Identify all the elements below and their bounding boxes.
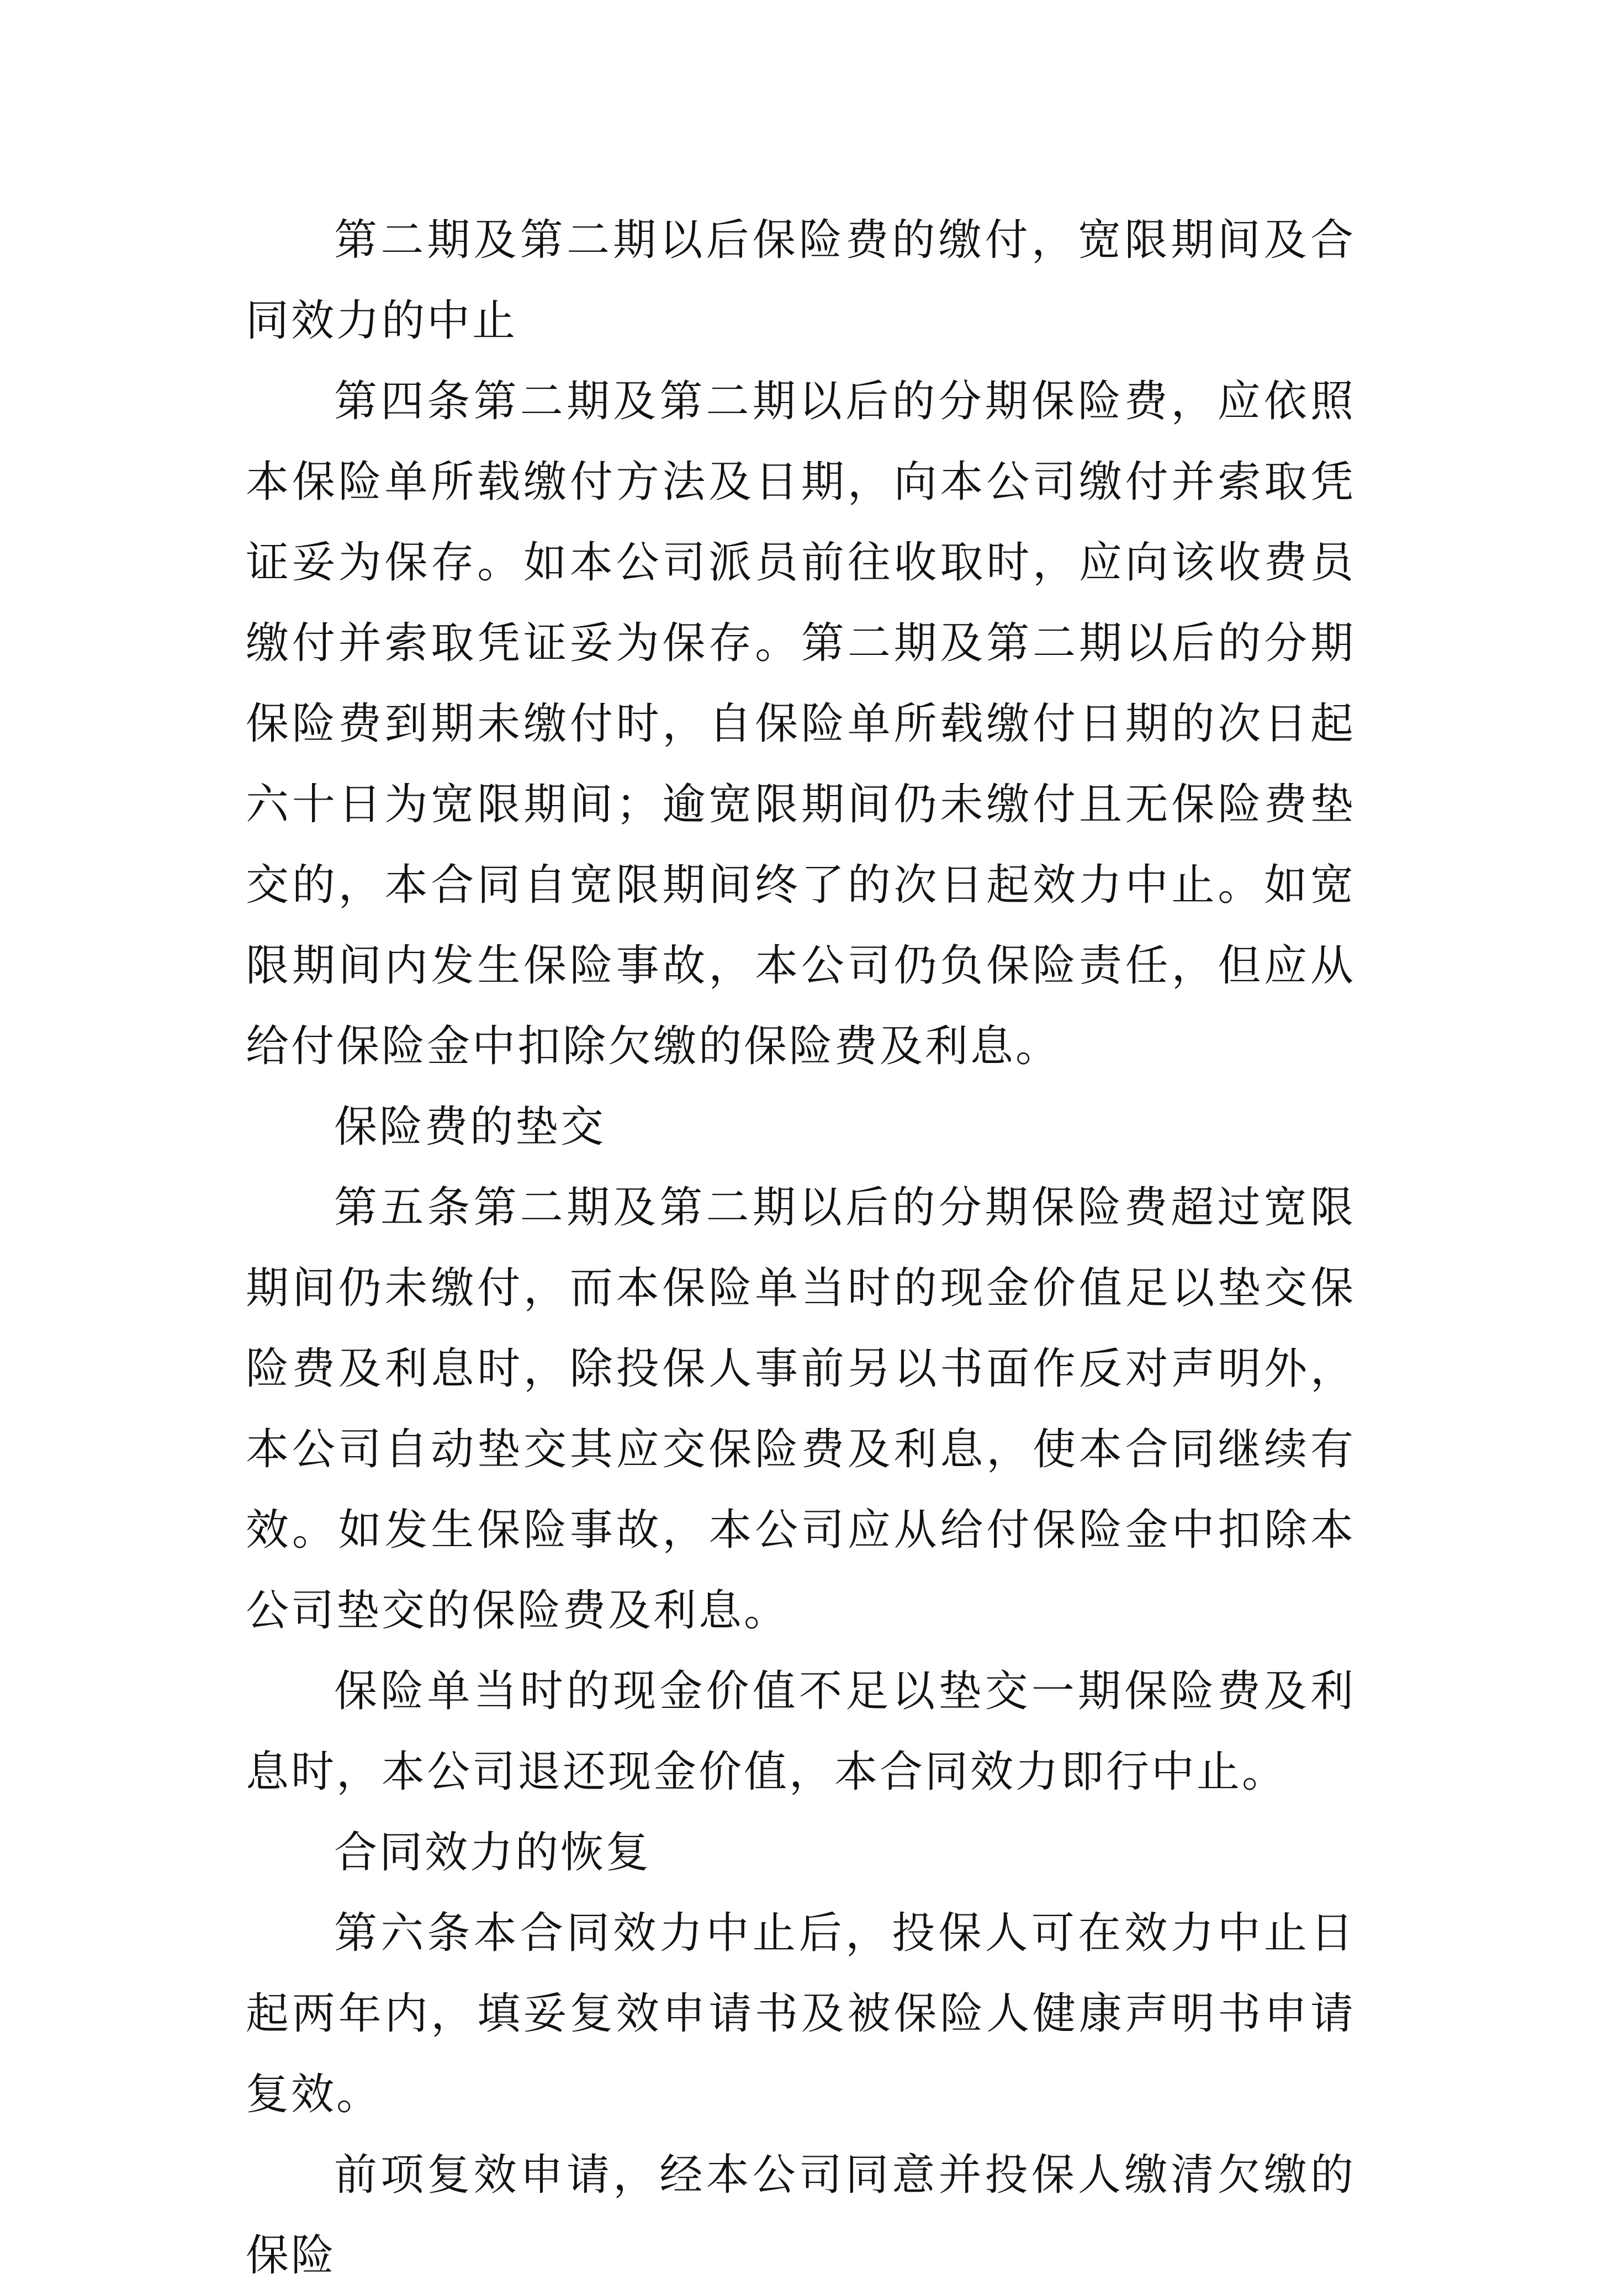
article-6-paragraph: 第六条本合同效力中止后，投保人可在效力中止日起两年内，填妥复效申请书及被保险人健康声明书申请复效。 <box>246 1908 1356 2119</box>
document-body <box>246 200 1356 2296</box>
article-5-paragraph: 第五条第二期及第二期以后的分期保险费超过宽限期间仍未缴付，而本保险单当时的现金价值足以垫交保险费及利息时，除投保人事前另以书面作反对声明外，本公司自动垫交其应交保险费及利息，使本合同继续有效。如发生保险事故，本公司应从给付保险金中扣除本公司垫交的保险费及利息。 <box>246 1183 1356 1636</box>
article-6-second-paragraph: 前项复效申请，经本公司同意并投保人缴清欠缴的保险 <box>246 2150 1356 2281</box>
section-heading-premium-payment: 第二期及第二期以后保险费的缴付，宽限期间及合同效力的中止 <box>246 215 1356 346</box>
article-5-second-paragraph: 保险单当时的现金价值不足以垫交一期保险费及利息时，本公司退还现金价值，本合同效力即行中止。 <box>246 1667 1356 1797</box>
article-4-paragraph: 第四条第二期及第二期以后的分期保险费，应依照本保险单所载缴付方法及日期，向本公司缴付并索取凭证妥为保存。如本公司派员前往收取时，应向该收费员缴付并索取凭证妥为保存。第二期及第二期以后的分期保险费到期未缴付时，自保险单所载缴付日期的次日起六十日为宽限期间；逾宽限期间仍未缴付且无保险费垫交的，本合同自宽限期间终了的次日起效力中止。如宽限期间内发生保险事故，本公司仍负保险责任，但应从给付保险金中扣除欠缴的保险费及利息。 <box>246 377 1356 1071</box>
section-heading-reinstatement: 合同效力的恢复 <box>334 1828 652 1877</box>
section-heading-premium-advance: 保险费的垫交 <box>334 1102 606 1152</box>
